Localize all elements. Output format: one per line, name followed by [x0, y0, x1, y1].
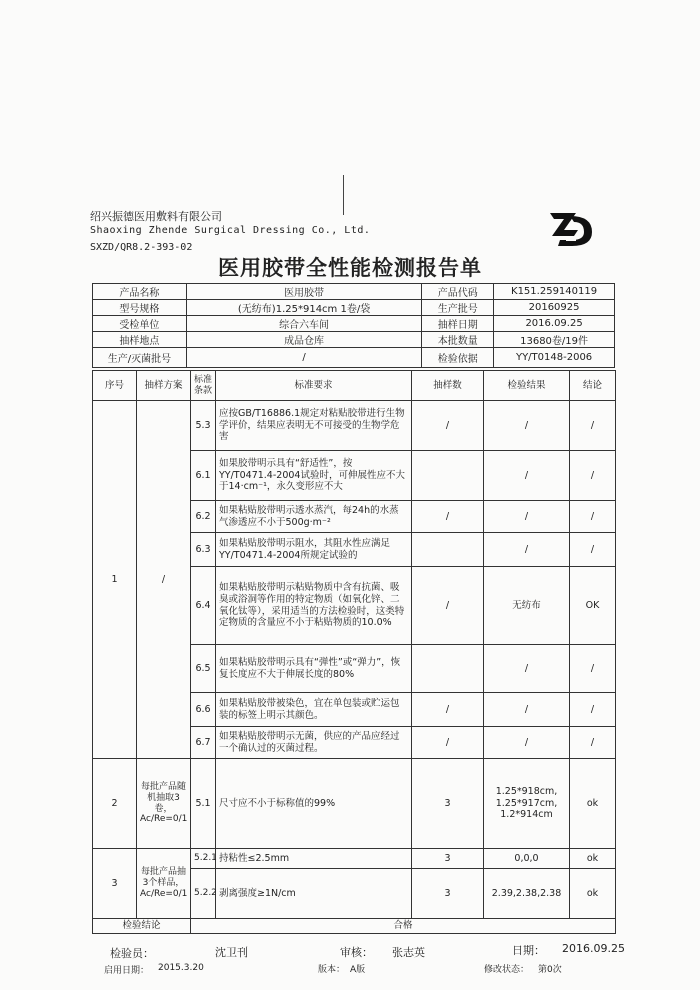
row-clause: 5.2.1	[191, 849, 216, 869]
row-requirement: 应按GB/T16886.1规定对粘贴胶带进行生物学评价，结果应表明无不可接受的生物学危害	[216, 401, 412, 451]
row-sample-count	[412, 451, 484, 501]
row-plan: 每批产品抽3个样品，Ac/Re=0/1	[137, 849, 191, 919]
steril-batch-value: /	[186, 348, 421, 368]
row-conclusion: /	[570, 451, 616, 501]
reviewer-label: 审核：	[340, 946, 373, 959]
header-plan: 抽样方案	[137, 371, 191, 401]
version-value: A版	[350, 965, 366, 975]
product-code-value: K151.259140119	[494, 284, 615, 300]
basis-value: YY/T0148-2006	[494, 348, 615, 368]
product-info-table	[92, 283, 615, 368]
row-result: /	[484, 451, 570, 501]
row-clause: 6.1	[191, 451, 216, 501]
row-conclusion: OK	[570, 567, 616, 645]
revision-label: 修改状态：	[484, 965, 530, 975]
row-requirement: 剥离强度≥1N/cm	[216, 869, 412, 919]
basis-label: 检验依据	[422, 348, 494, 368]
row-requirement: 如果粘贴胶带明示无菌，供应的产品应经过一个确认过的灭菌过程。	[216, 727, 412, 759]
sample-place-value: 成品仓库	[186, 332, 421, 348]
row-result: /	[484, 501, 570, 533]
row-clause: 6.5	[191, 645, 216, 693]
row-result: /	[484, 693, 570, 727]
row-clause: 6.3	[191, 533, 216, 567]
row-sample-count: 3	[412, 849, 484, 869]
effective-date-label: 启用日期：	[104, 966, 150, 976]
row-conclusion: /	[570, 645, 616, 693]
row-result: /	[484, 401, 570, 451]
product-name-label: 产品名称	[93, 284, 187, 300]
row-result: 1.25*918cm, 1.25*917cm, 1.2*914cm	[484, 759, 570, 849]
inspected-unit-value: 综合六车间	[186, 316, 421, 332]
company-name-cn: 绍兴振德医用敷料有限公司	[90, 210, 222, 223]
verdict-row	[93, 919, 616, 934]
sample-place-label: 抽样地点	[93, 332, 187, 348]
row-requirement: 尺寸应不小于标称值的99%	[216, 759, 412, 849]
company-logo-icon	[548, 210, 594, 248]
revision-value: 第0次	[538, 965, 562, 975]
row-clause: 6.2	[191, 501, 216, 533]
row-no: 3	[93, 849, 137, 919]
row-requirement: 持粘性≤2.5mm	[216, 849, 412, 869]
row-clause: 6.6	[191, 693, 216, 727]
row-clause: 6.7	[191, 727, 216, 759]
row-sample-count: /	[412, 727, 484, 759]
row-no: 2	[93, 759, 137, 849]
row-requirement: 如果粘贴胶带被染色，宜在单包装或贮运包装的标签上明示其颜色。	[216, 693, 412, 727]
row-conclusion: /	[570, 401, 616, 451]
sample-date-value: 2016.09.25	[494, 316, 615, 332]
steril-batch-label: 生产/灭菌批号	[93, 348, 187, 368]
row-result: /	[484, 727, 570, 759]
product-name-value: 医用胶带	[186, 284, 421, 300]
row-requirement: 如果胶带明示具有“舒适性”，按YY/T0471.4-2004试验时，可伸展性应不大于14·cm⁻¹，永久变形应不大	[216, 451, 412, 501]
batch-value: 20160925	[494, 300, 615, 316]
batch-label: 生产批号	[422, 300, 494, 316]
row-requirement: 如果粘贴胶带明示阻水，其阻水性应满足YY/T0471.4-2004所规定试验的	[216, 533, 412, 567]
row-clause: 5.1	[191, 759, 216, 849]
sample-date-label: 抽样日期	[422, 316, 494, 332]
row-result: /	[484, 533, 570, 567]
header-clause: 标准条款	[191, 371, 216, 401]
row-requirement: 如果粘贴胶带明示具有“弹性”或“弹力”，恢复长度应不大于伸展长度的80%	[216, 645, 412, 693]
row-sample-count: /	[412, 501, 484, 533]
table-row	[93, 849, 616, 869]
row-plan: /	[137, 401, 191, 759]
table-row	[93, 401, 616, 451]
row-result: /	[484, 645, 570, 693]
inspected-unit-label: 受检单位	[93, 316, 187, 332]
company-name-en: Shaoxing Zhende Surgical Dressing Co., Ltd.	[90, 225, 371, 236]
date-value: 2016.09.25	[562, 942, 625, 955]
row-no: 1	[93, 401, 137, 759]
row-clause: 6.4	[191, 567, 216, 645]
report-title: 医用胶带全性能检测报告单	[218, 256, 482, 280]
model-value: (无纺布)1.25*914cm 1卷/袋	[186, 300, 421, 316]
row-sample-count: 3	[412, 759, 484, 849]
model-label: 型号规格	[93, 300, 187, 316]
row-conclusion: /	[570, 727, 616, 759]
verdict-label: 检验结论	[93, 919, 191, 934]
row-conclusion: /	[570, 501, 616, 533]
row-result: 无纺布	[484, 567, 570, 645]
row-result: 2.39,2.38,2.38	[484, 869, 570, 919]
header-no: 序号	[93, 371, 137, 401]
product-code-label: 产品代码	[422, 284, 494, 300]
row-result: 0,0,0	[484, 849, 570, 869]
version-label: 版本：	[318, 965, 346, 975]
row-conclusion: ok	[570, 759, 616, 849]
row-conclusion: /	[570, 693, 616, 727]
inspection-table	[92, 370, 616, 934]
row-sample-count	[412, 645, 484, 693]
row-sample-count: /	[412, 567, 484, 645]
row-clause: 5.2.2	[191, 869, 216, 919]
date-label: 日期：	[512, 944, 545, 957]
row-sample-count	[412, 533, 484, 567]
table-row	[93, 759, 616, 849]
row-requirement: 如果粘贴胶带明示粘贴物质中含有抗菌、吸臭或浴洞等作用的特定物质（如氧化锌、二氧化钛等），采用适当的方法检验时，这类特定物质的含量应不小于粘贴物质的10.0%	[216, 567, 412, 645]
quantity-value: 13680卷/19件	[494, 332, 615, 348]
row-sample-count: /	[412, 401, 484, 451]
header-result: 检验结果	[484, 371, 570, 401]
header-conclusion: 结论	[570, 371, 616, 401]
row-conclusion: ok	[570, 849, 616, 869]
row-sample-count: 3	[412, 869, 484, 919]
row-requirement: 如果粘贴胶带明示透水蒸汽，每24h的水蒸气渗透应不小于500g·m⁻²	[216, 501, 412, 533]
row-conclusion: /	[570, 533, 616, 567]
inspector-value: 沈卫刊	[215, 946, 248, 959]
row-plan: 每批产品随机抽取3卷，Ac/Re=0/1	[137, 759, 191, 849]
reviewer-value: 张志英	[392, 946, 425, 959]
verdict-value: 合格	[191, 919, 616, 934]
scan-mark-line	[343, 175, 344, 215]
inspector-label: 检验员：	[110, 947, 154, 960]
row-clause: 5.3	[191, 401, 216, 451]
quantity-label: 本批数量	[422, 332, 494, 348]
header-requirement: 标准要求	[216, 371, 412, 401]
row-sample-count: /	[412, 693, 484, 727]
effective-date-value: 2015.3.20	[158, 963, 204, 973]
document-code: SXZD/QR8.2-393-02	[90, 242, 193, 253]
row-conclusion: ok	[570, 869, 616, 919]
header-sample-count: 抽样数	[412, 371, 484, 401]
